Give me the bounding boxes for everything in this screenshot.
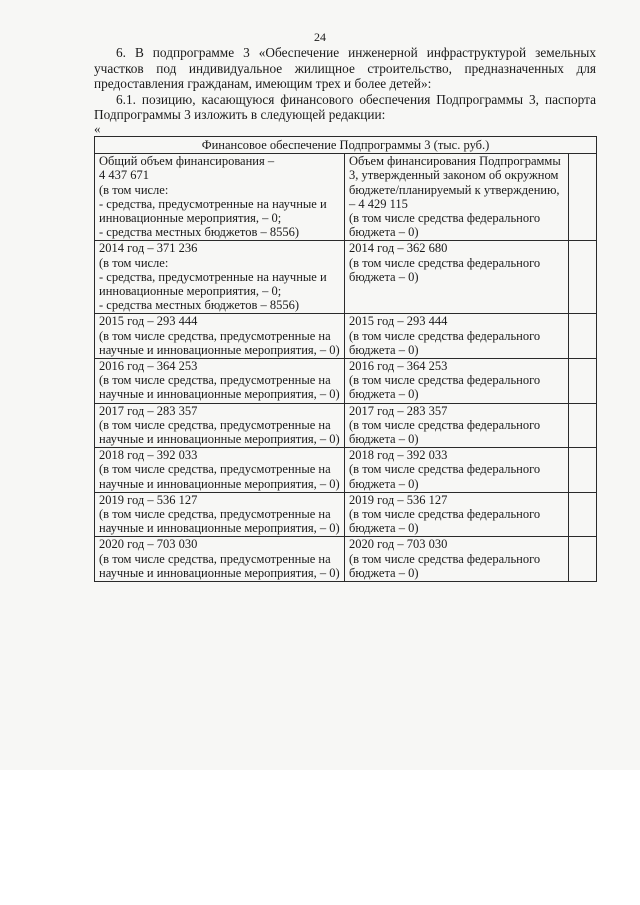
empty-cell <box>569 314 597 359</box>
page-number: 24 <box>314 30 326 44</box>
empty-cell <box>569 448 597 493</box>
empty-cell <box>569 359 597 404</box>
total-financing-cell: 2018 год – 392 033 (в том числе средства, предусмотренные на научные и инновационные мероприятия, – 0) <box>95 448 345 493</box>
opening-quote: « <box>94 121 101 136</box>
total-financing-cell: 2019 год – 536 127 (в том числе средства, предусмотренные на научные и инновационные мероприятия, – 0) <box>95 492 345 537</box>
empty-cell <box>569 241 597 314</box>
approved-financing-cell: Объем финансирования Подпрограммы 3, утвержденный законом об окружном бюджете/планируемый к утверждению, – 4 429 115 (в том числе средства федерального бюджета – 0) <box>345 154 569 241</box>
table-row <box>95 241 597 314</box>
intro-paragraph-2: 6.1. позицию, касающуюся финансового обеспечения Подпрограммы 3, паспорта Подпрограммы 3 изложить в следующей редакции: <box>94 91 596 122</box>
approved-financing-cell: 2014 год – 362 680 (в том числе средства федерального бюджета – 0) <box>345 241 569 314</box>
approved-financing-cell: 2017 год – 283 357 (в том числе средства федерального бюджета – 0) <box>345 403 569 448</box>
approved-financing-cell: 2016 год – 364 253 (в том числе средства федерального бюджета – 0) <box>345 359 569 404</box>
empty-cell <box>569 403 597 448</box>
approved-financing-cell: 2018 год – 392 033 (в том числе средства федерального бюджета – 0) <box>345 448 569 493</box>
intro-paragraph-1: 6. В подпрограмме 3 «Обеспечение инженерной инфраструктурой земельных участков под индивидуальное жилищное строительство, предназначенных для предоставления гражданам, имеющим трех и более детей»: <box>94 45 596 91</box>
total-financing-cell: 2014 год – 371 236 (в том числе: - средства, предусмотренные на научные и инновационные мероприятия, – 0; - средства местных бюджетов – 8556) <box>95 241 345 314</box>
table-header-row <box>95 137 597 154</box>
approved-financing-cell: 2020 год – 703 030 (в том числе средства федерального бюджета – 0) <box>345 537 569 582</box>
approved-financing-cell: 2019 год – 536 127 (в том числе средства федерального бюджета – 0) <box>345 492 569 537</box>
table-row <box>95 492 597 537</box>
table-header: Финансовое обеспечение Подпрограммы 3 (тыс. руб.) <box>95 137 597 154</box>
table-row <box>95 537 597 582</box>
total-financing-cell: 2020 год – 703 030 (в том числе средства, предусмотренные на научные и инновационные мероприятия, – 0) <box>95 537 345 582</box>
empty-cell <box>569 537 597 582</box>
approved-financing-cell: 2015 год – 293 444 (в том числе средства федерального бюджета – 0) <box>345 314 569 359</box>
table-row <box>95 314 597 359</box>
table-row <box>95 448 597 493</box>
total-financing-cell: 2017 год – 283 357 (в том числе средства, предусмотренные на научные и инновационные мероприятия, – 0) <box>95 403 345 448</box>
table-row <box>95 154 597 241</box>
empty-cell <box>569 154 597 241</box>
intro-text <box>94 45 596 123</box>
total-financing-cell: 2015 год – 293 444 (в том числе средства, предусмотренные на научные и инновационные мероприятия, – 0) <box>95 314 345 359</box>
total-financing-cell: Общий объем финансирования – 4 437 671 (в том числе: - средства, предусмотренные на научные и инновационные мероприятия, – 0; - средства местных бюджетов – 8556) <box>95 154 345 241</box>
empty-cell <box>569 492 597 537</box>
table-row <box>95 403 597 448</box>
financing-table <box>94 136 597 582</box>
total-financing-cell: 2016 год – 364 253 (в том числе средства, предусмотренные на научные и инновационные мероприятия, – 0) <box>95 359 345 404</box>
table-row <box>95 359 597 404</box>
